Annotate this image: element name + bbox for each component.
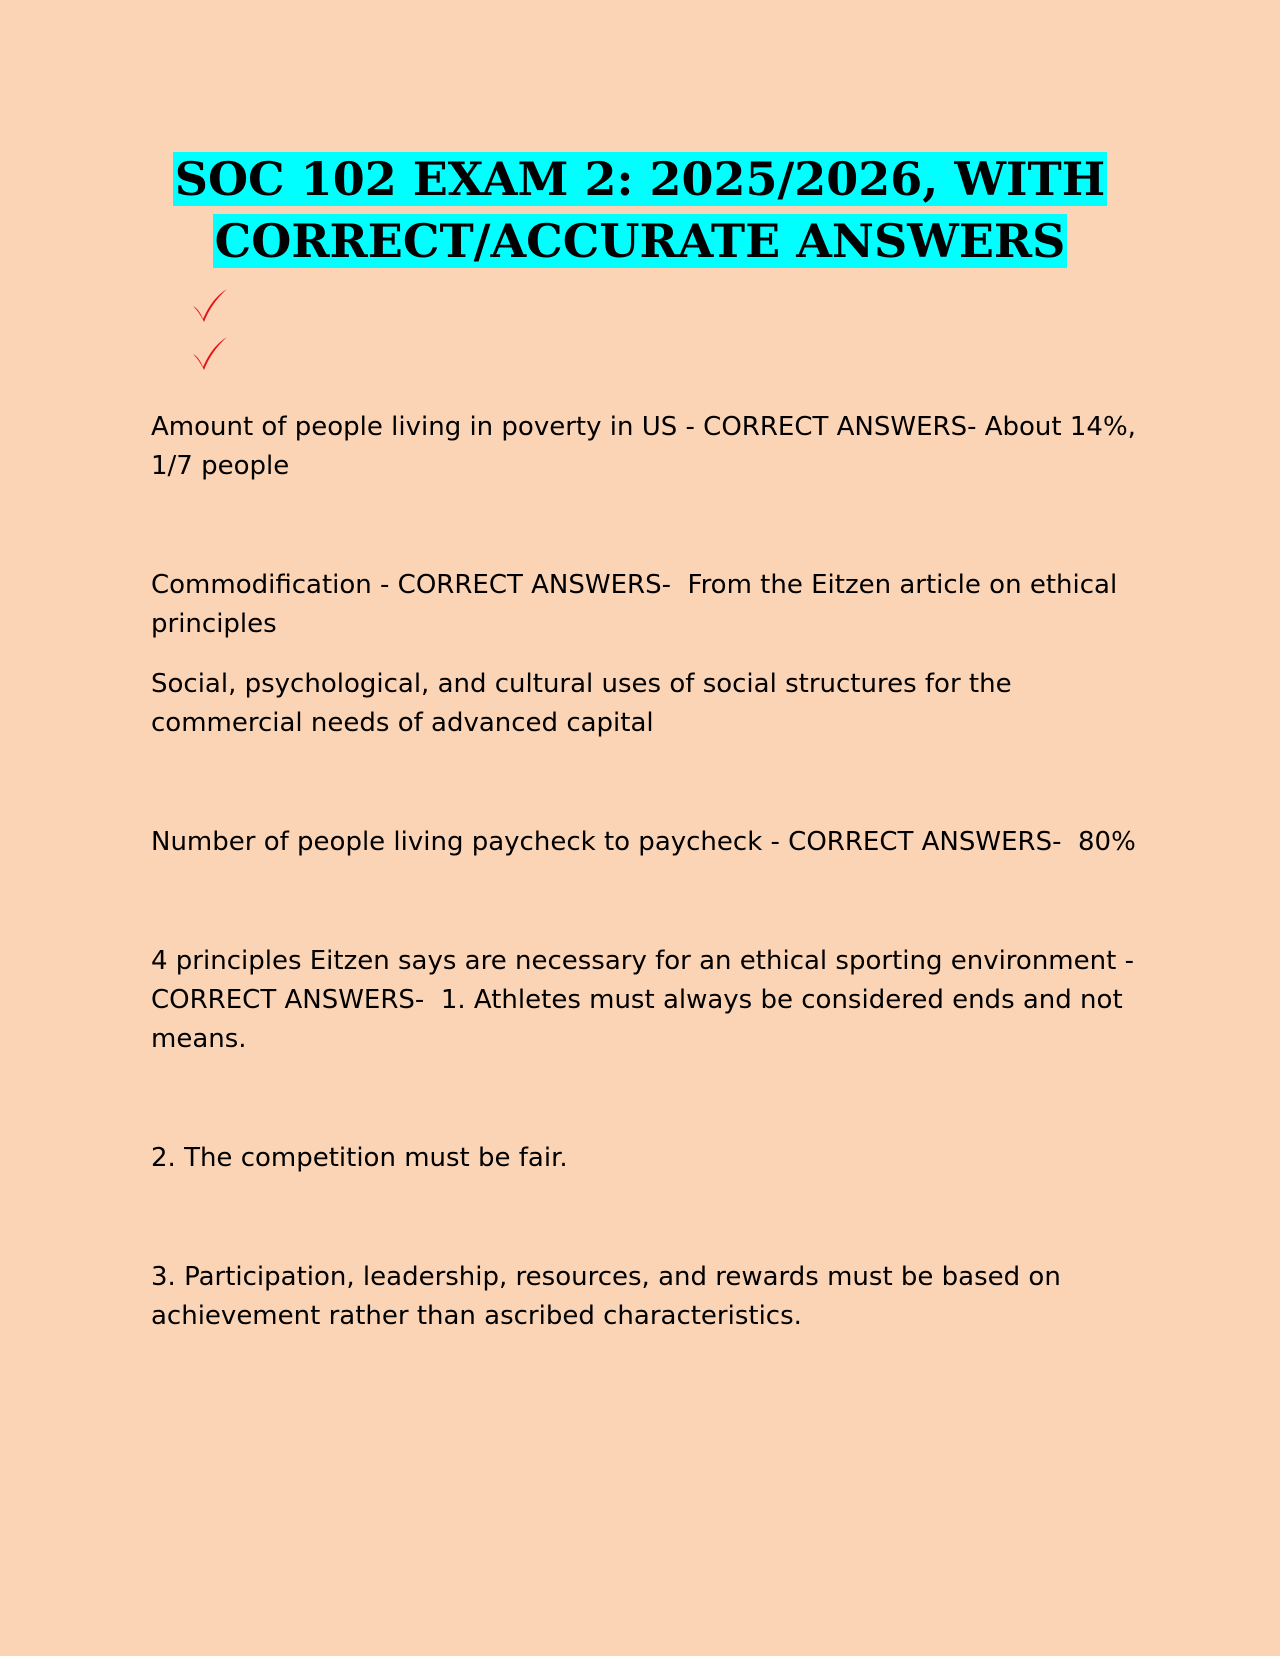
checkmark-icon <box>190 334 230 374</box>
document-title <box>120 148 1160 272</box>
qa-commodification: Commodification - CORRECT ANSWERS- From the Eitzen article on ethical principles <box>151 570 1126 639</box>
checkmark-icon <box>190 286 230 326</box>
qa-eitzen-principles: 4 principles Eitzen says are necessary for an ethical sporting environment - CORRECT ANSWERS- 1. Athletes must always be considered ends and not means. <box>151 946 1143 1054</box>
title-line-2: CORRECT/ACCURATE ANSWERS <box>214 214 1066 268</box>
principle-2: 2. The competition must be fair. <box>151 1143 568 1173</box>
qa-paycheck: Number of people living paycheck to paycheck - CORRECT ANSWERS- 80% <box>151 827 1136 857</box>
document-body <box>151 408 1151 1336</box>
title-line-1: SOC 102 EXAM 2: 2025/2026, WITH <box>174 152 1106 206</box>
qa-poverty: Amount of people living in poverty in US - CORRECT ANSWERS- About 14%, 1/7 people <box>151 412 1145 481</box>
principle-3: 3. Participation, leadership, resources, and rewards must be based on achievement rather than ascribed characteristics. <box>151 1262 1070 1331</box>
qa-commodification-detail: Social, psychological, and cultural uses of social structures for the commercial needs of advanced capital <box>151 669 1020 738</box>
checkmark-list <box>190 286 230 382</box>
